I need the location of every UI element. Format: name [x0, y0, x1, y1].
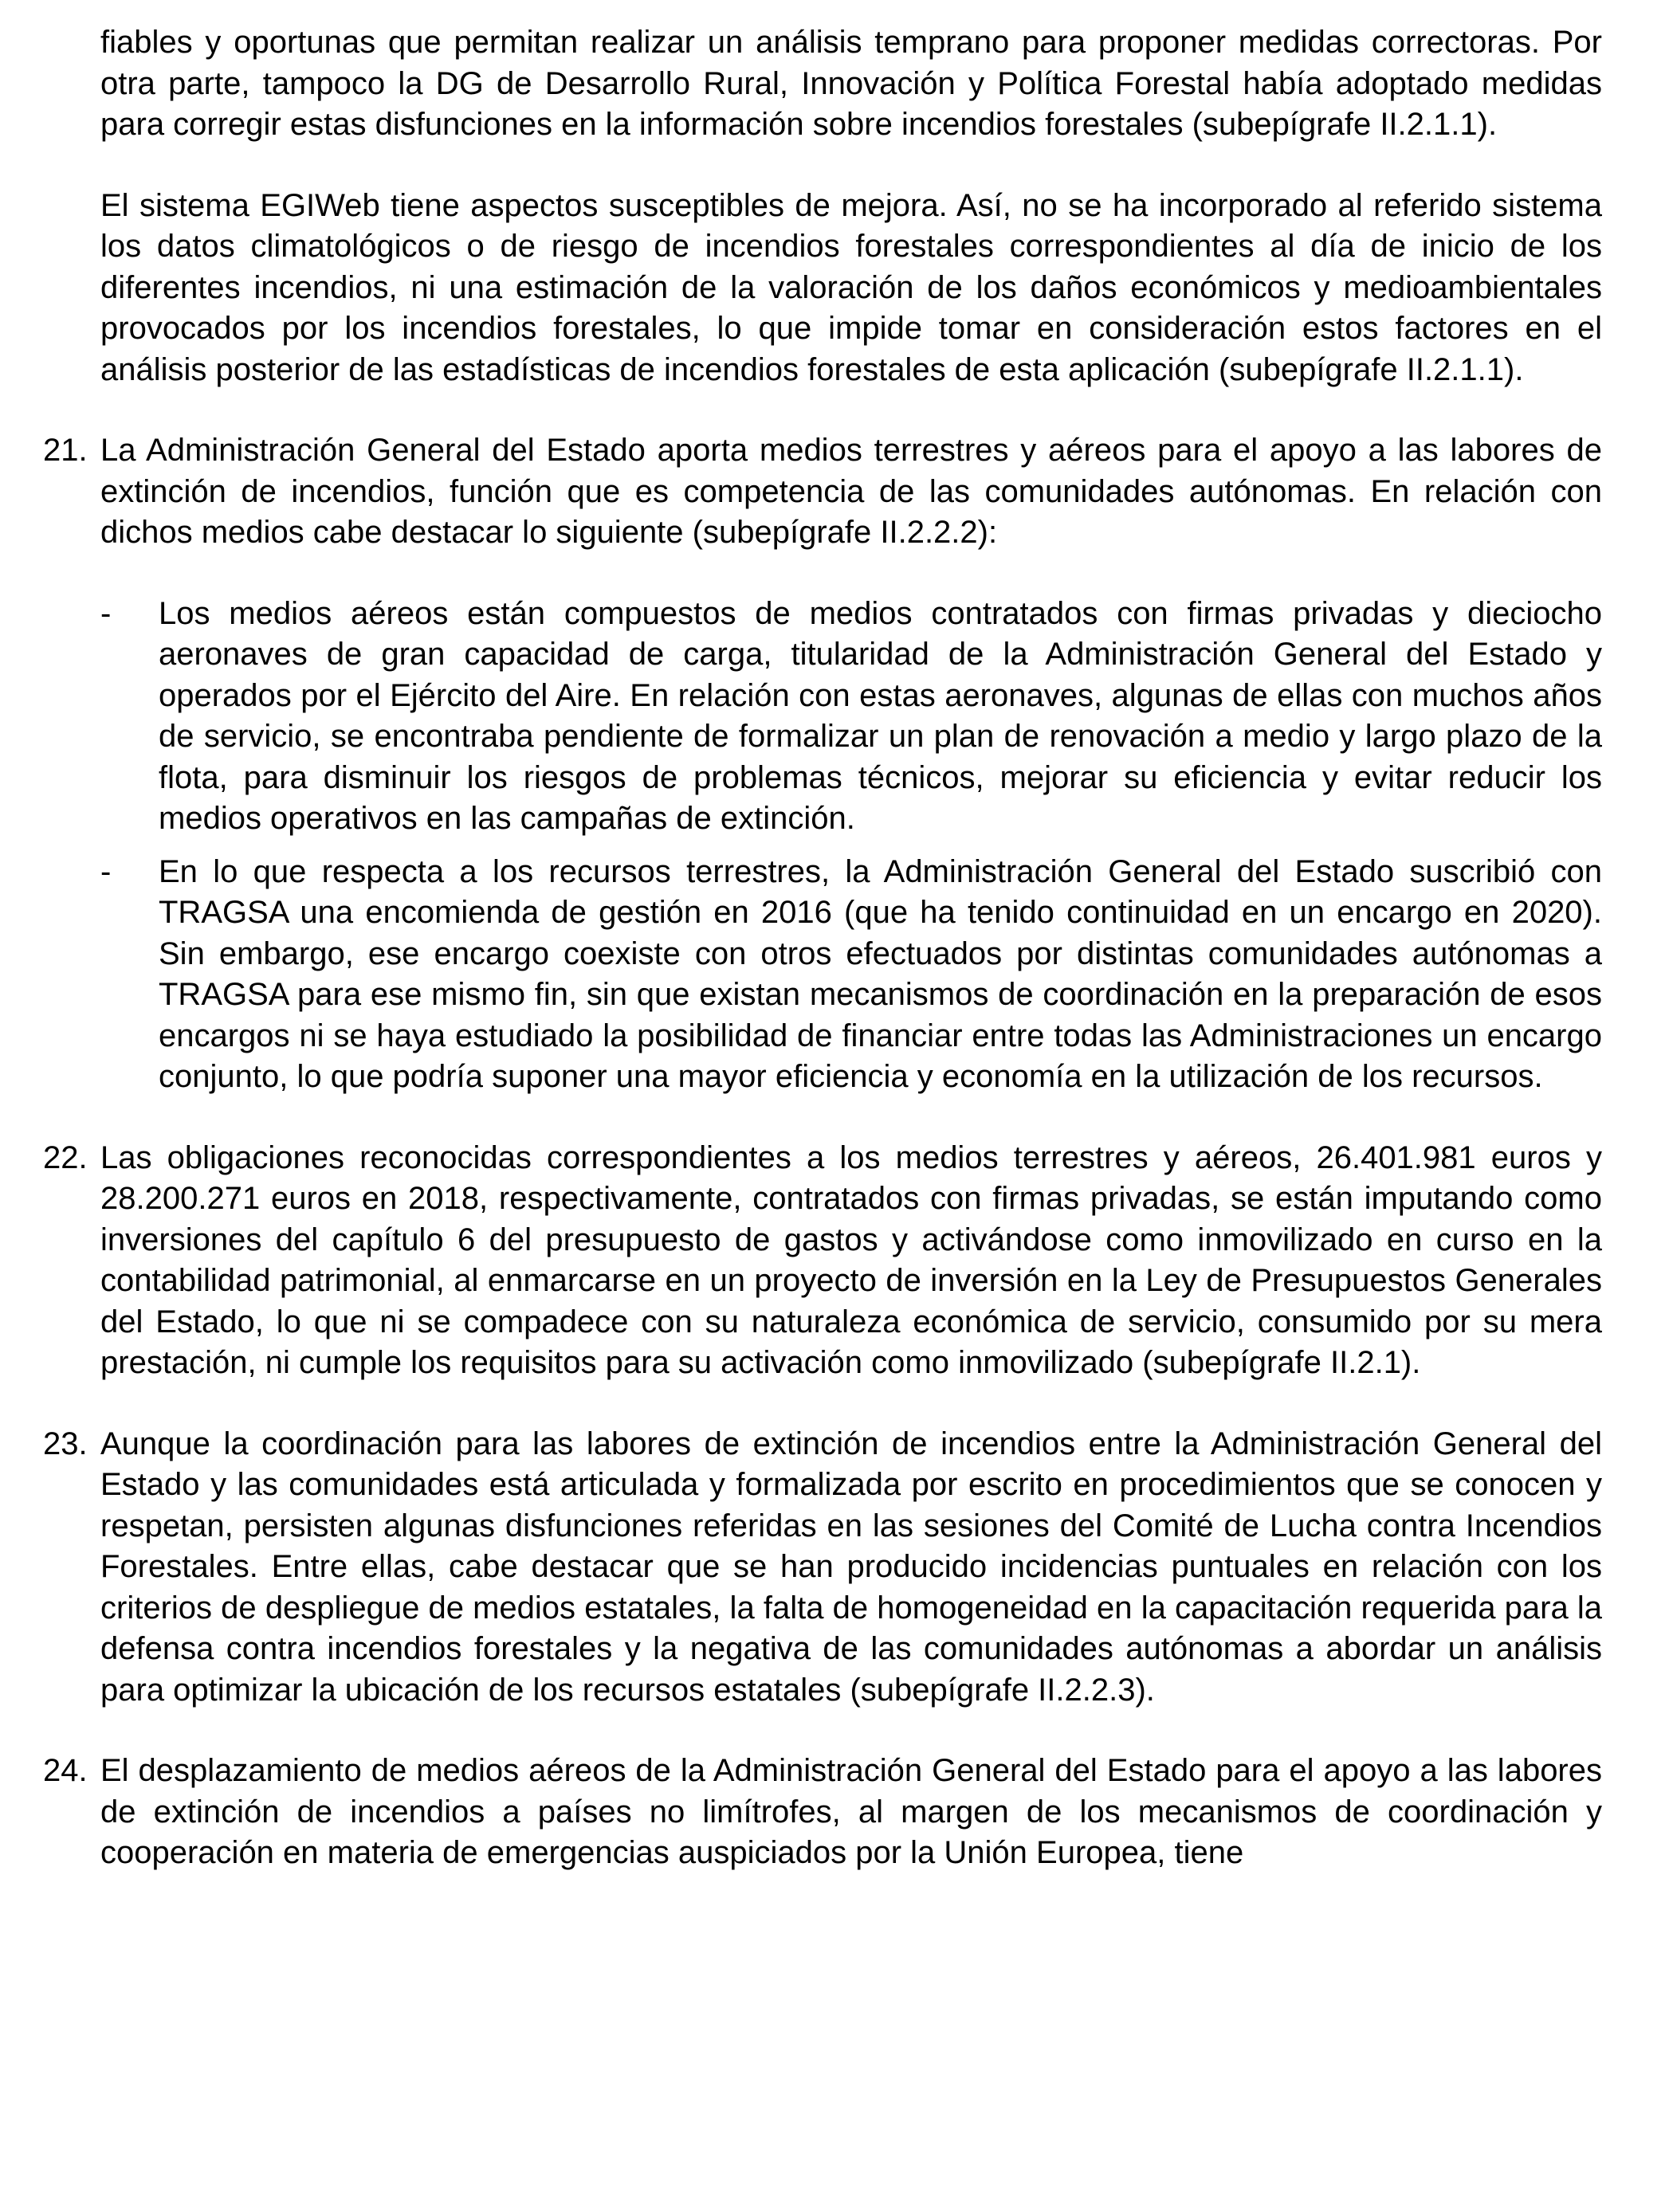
- numbered-item-21: [43, 430, 1602, 1098]
- item-number: 24.: [43, 1753, 88, 1788]
- dash-list-item-aerial-means: [100, 594, 1602, 840]
- item-text: Las obligaciones reconocidas correspondientes a los medios terrestres y aéreos, 26.401.981 euros y 28.200.271 euros en 2018, respectivamente, contratados con firmas privadas, se están imputando como inversiones del capítulo 6 del presupuesto de gastos y activándose como inmovilizado en curso en la contabilidad patrimonial, al enmarcarse en un proyecto de inversión en la Ley de Presupuestos Generales del Estado, lo que ni se compadece con su naturaleza económica de servicio, consumido por su mera prestación, ni cumple los requisitos para su activación como inmovilizado (subepígrafe II.2.1).: [100, 1139, 1602, 1380]
- item-number: 23.: [43, 1426, 88, 1461]
- intro-continuation-block: [100, 22, 1602, 146]
- intro-continuation-text: fiables y oportunas que permitan realizar un análisis temprano para proponer medidas correctoras. Por otra parte, tampoco la DG de Desarrollo Rural, Innovación y Política Forestal había adoptado medidas para corregir estas disfunciones en la información sobre incendios forestales (subepígrafe II.2.1.1).: [100, 25, 1602, 142]
- item-text: La Administración General del Estado aporta medios terrestres y aéreos para el apoyo a las labores de extinción de incendios, función que es competencia de las comunidades autónomas. En relación con dichos medios cabe destacar lo siguiente (subepígrafe II.2.2.2):: [100, 433, 1602, 550]
- numbered-item-22: [43, 1138, 1602, 1384]
- item-text: El desplazamiento de medios aéreos de la Administración General del Estado para el apoyo a las labores de extinción de incendios a países no limítrofes, al margen de los mecanismos de coordinación y cooperación en materia de emergencias auspiciados por la Unión Europea, tiene: [100, 1753, 1602, 1870]
- dash-marker: -: [100, 595, 112, 631]
- dash-list-item-terrestrial-resources: [100, 852, 1602, 1098]
- dash-list-item-text: En lo que respecta a los recursos terrestres, la Administración General del Estado suscribió con TRAGSA una encomienda de gestión en 2016 (que ha tenido continuidad en un encargo en 2020). Sin embargo, ese encargo coexiste con otros efectuados por distintas comunidades autónomas a TRAGSA para ese mismo fin, sin que existan mecanismos de coordinación en la preparación de esos encargos ni se haya estudiado la posibilidad de financiar entre todas las Administraciones un encargo conjunto, lo que podría suponer una mayor eficiencia y economía en la utilización de los recursos.: [159, 853, 1602, 1094]
- dash-list-item-text: Los medios aéreos están compuestos de medios contratados con firmas privadas y dieciocho aeronaves de gran capacidad de carga, titularidad de la Administración General del Estado y operados por el Ejército del Aire. En relación con estas aeronaves, algunas de ellas con muchos años de servicio, se encontraba pendiente de formalizar un plan de renovación a medio y largo plazo de la flota, para disminuir los riesgos de problemas técnicos, mejorar su eficiencia y evitar reducir los medios operativos en las campañas de extinción.: [159, 595, 1602, 836]
- egiweb-paragraph-block: [100, 186, 1602, 391]
- item-number: 21.: [43, 433, 88, 468]
- egiweb-paragraph-text: El sistema EGIWeb tiene aspectos susceptibles de mejora. Así, no se ha incorporado al referido sistema los datos climatológicos o de riesgo de incendios forestales correspondientes al día de inicio de los diferentes incendios, ni una estimación de la valoración de los daños económicos y medioambientales provocados por los incendios forestales, lo que impide tomar en consideración estos factores en el análisis posterior de las estadísticas de incendios forestales de esta aplicación (subepígrafe II.2.1.1).: [100, 187, 1602, 387]
- dash-list: [100, 594, 1602, 1098]
- item-text: Aunque la coordinación para las labores de extinción de incendios entre la Administración General del Estado y las comunidades está articulada y formalizada por escrito en procedimientos que se conocen y respetan, persisten algunas disfunciones referidas en las sesiones del Comité de Lucha contra Incendios Forestales. Entre ellas, cabe destacar que se han producido incidencias puntuales en relación con los criterios de despliegue de medios estatales, la falta de homogeneidad en la capacitación requerida para la defensa contra incendios forestales y la negativa de las comunidades autónomas a abordar un análisis para optimizar la ubicación de los recursos estatales (subepígrafe II.2.2.3).: [100, 1426, 1602, 1708]
- item-number: 22.: [43, 1139, 88, 1175]
- numbered-item-24: [43, 1751, 1602, 1874]
- dash-marker: -: [100, 853, 112, 889]
- numbered-item-23: [43, 1424, 1602, 1712]
